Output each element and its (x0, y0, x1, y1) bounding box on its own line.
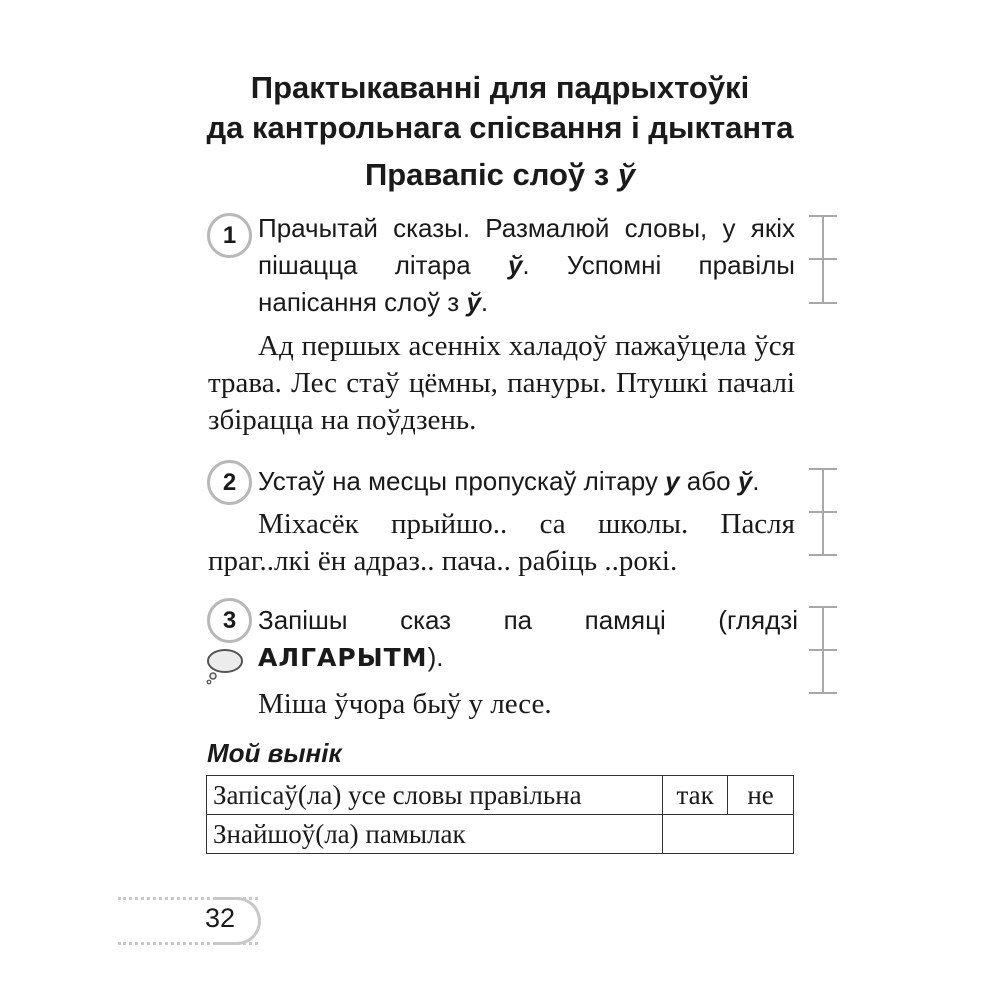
subtitle-main: Правапіс слоў з (364, 157, 618, 192)
task-1-instruction-b: . Успомні правілы напісання слоў з (258, 250, 795, 317)
task-3-instruction (258, 602, 798, 676)
table-row (207, 815, 794, 854)
task-2-score-bracket (809, 468, 837, 556)
result-label: Мой вынік (207, 738, 342, 768)
task-2-instruction-or: або (679, 466, 738, 496)
page-title-line-1: Практыкаванні для падрыхтоўкі (250, 70, 750, 105)
result-row-2-text: Знайшоў(ла) памылак (207, 815, 663, 854)
result-table (206, 775, 794, 854)
page-title-line-2: да кантрольнага спісвання і дыктанта (206, 110, 794, 145)
task-1-instruction (258, 210, 795, 321)
result-row-1-text: Запісаў(ла) усе словы правільна (207, 776, 663, 815)
task-3-sentence: Міша ўчора быў у лесе. (258, 688, 552, 720)
task-3-instruction-end: ). (427, 642, 444, 672)
thought-cloud-icon (205, 645, 245, 685)
task-2-letter-u: у (665, 466, 680, 496)
task-1-passage: Ад першых асенніх халадоў пажаўцела ўся трава. Лес стаў цёмны, пануры. Птушкі пачалі збірацца на поўдзень. (208, 330, 795, 436)
task-1-letter-1: ў (507, 250, 523, 280)
task-2-passage: Міхасёк прыйшо.. са школы. Пасля праг..лкі ён адраз.. пача.. рабіць ..рокі. (208, 508, 795, 577)
task-3-number-badge: 3 (207, 598, 252, 643)
section-subtitle (0, 157, 1000, 193)
task-2-instruction (258, 463, 795, 500)
task-2-instruction-end: . (752, 466, 760, 496)
task-2-letter-uu: ў (737, 466, 753, 496)
task-3-instruction-a: Запішы сказ па памяці (глядзі (258, 605, 798, 635)
result-yes-cell[interactable]: так (663, 776, 728, 815)
task-1-instruction-end: . (480, 287, 489, 317)
table-row (207, 776, 794, 815)
task-2-instruction-a: Устаў на месцы пропускаў літару (258, 466, 666, 496)
task-1-score-bracket (809, 215, 837, 304)
algorithm-label: АЛГАРЫТМ (258, 643, 428, 672)
mistakes-count-cell[interactable] (663, 815, 794, 854)
page-number: 32 (204, 903, 236, 933)
task-3-score-bracket (809, 606, 837, 694)
result-no-cell[interactable]: не (728, 776, 794, 815)
task-1-instruction-a: Прачытай сказы. Размалюй словы, у якіх пішацца літара (258, 213, 795, 280)
task-1-letter-2: ў (466, 287, 481, 317)
subtitle-letter: ў (617, 157, 636, 192)
task-1-number-badge: 1 (207, 213, 252, 258)
task-2-number-badge: 2 (207, 460, 252, 505)
